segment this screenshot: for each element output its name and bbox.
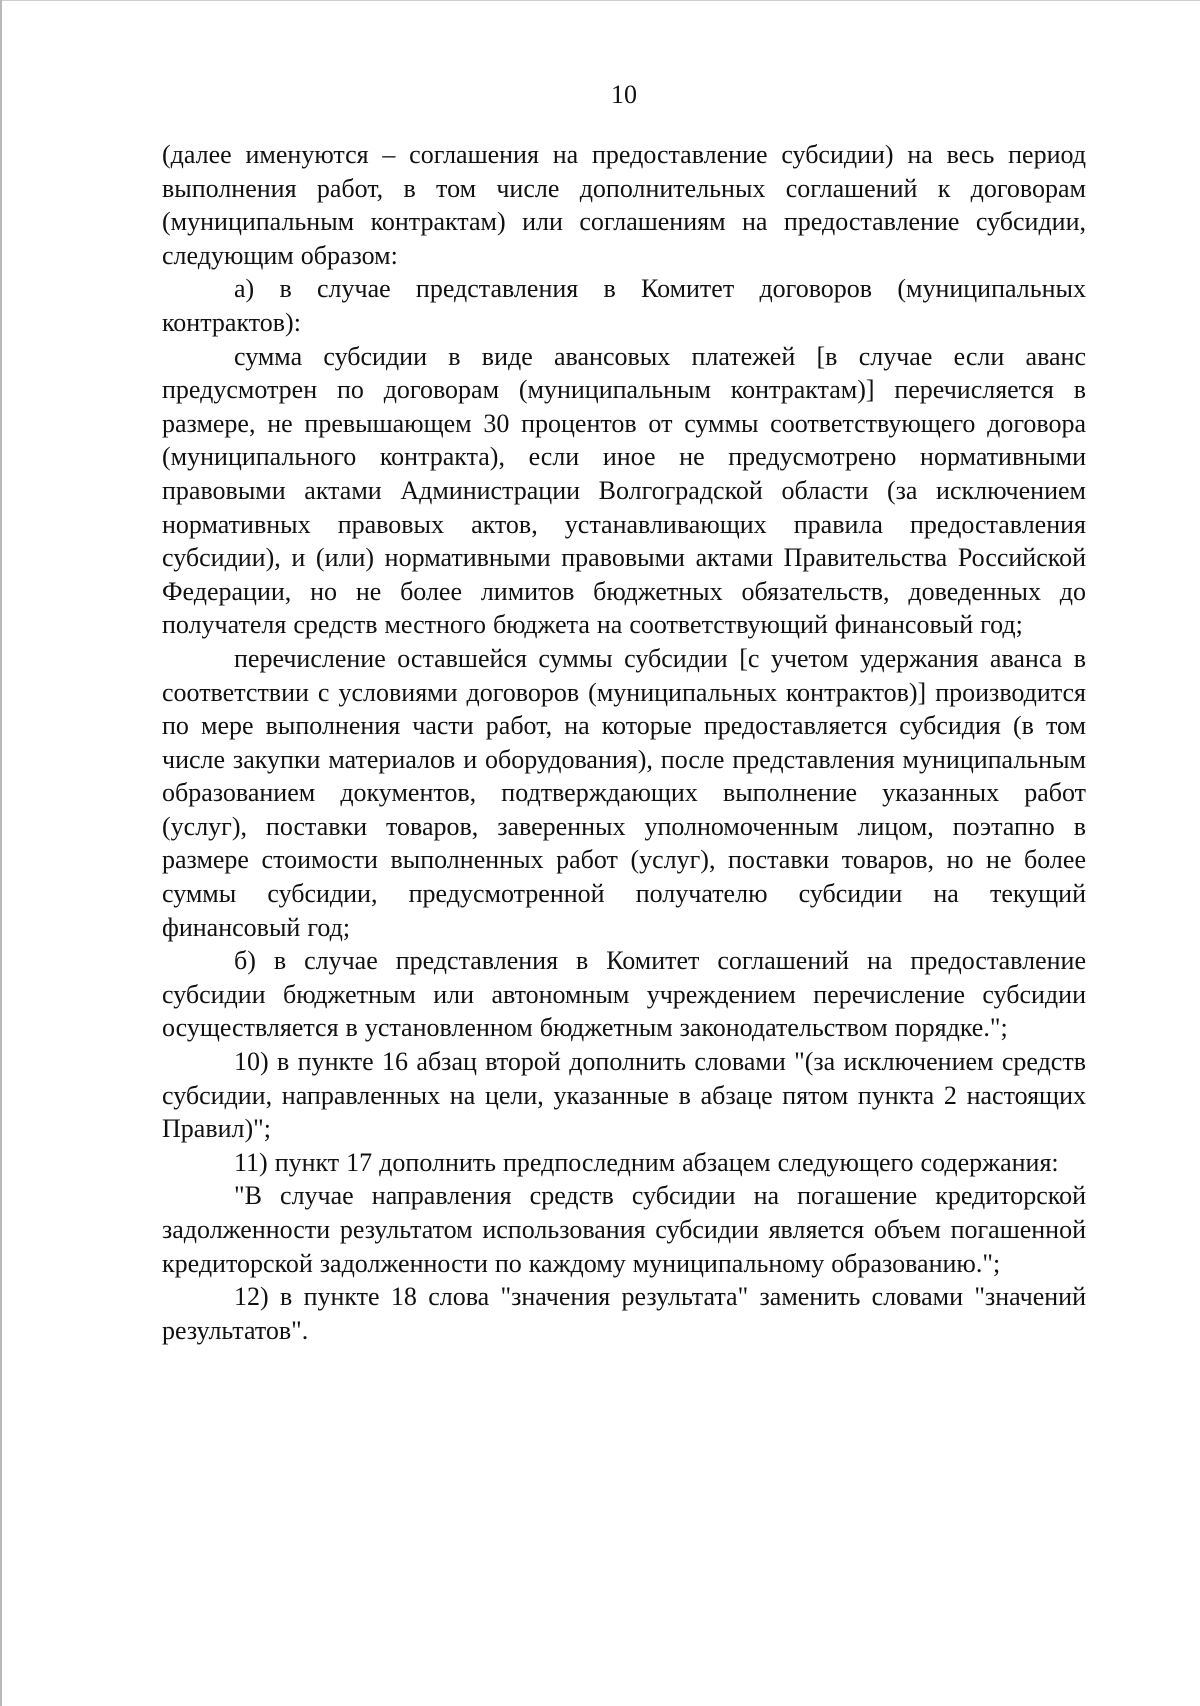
document-page [162, 80, 1086, 1347]
paragraph-item-a: а) в случае представления в Комитет договоров (муниципальных контрактов): [162, 274, 1086, 337]
page-number: 10 [611, 80, 637, 109]
paragraph-item-b: б) в случае представления в Комитет соглашений на предоставление субсидии бюджетным или автономным учреждением перечисление субсидии осуществляется в установленном бюджетным законодательством порядке."; [162, 946, 1086, 1043]
scan-edge-left [0, 0, 2, 1706]
paragraph-remaining-sum: перечисление оставшейся суммы субсидии [с учетом удержания аванса в соответствии с условиями договоров (муниципальных контрактов)] производится по мере выполнения части работ, на которые предоставляется субсидия (в том числе закупки материалов и оборудования), после представления муниципальным образованием документов, подтверждающих выполнение указанных работ (услуг), поставки товаров, заверенных уполномоченным лицом, поэтапно в размере стоимости выполненных работ (услуг), поставки товаров, но не более суммы субсидии, предусмотренной получателю субсидии на текущий финансовый год; [162, 643, 1086, 942]
paragraph-item-10: 10) в пункте 16 абзац второй дополнить словами "(за исключением средств субсидии, направленных на цели, указанные в абзаце пятом пункта 2 настоящих Правил)"; [162, 1047, 1086, 1144]
scan-edge-top [0, 0, 1200, 1]
paragraph-continuation: (далее именуются – соглашения на предоставление субсидии) на весь период выполнения работ, в том числе дополнительных соглашений к договорам (муниципальным контрактам) или соглашениям на предоставление субсидии, следующим образом: [162, 140, 1086, 270]
paragraph-quoted-addition: "В случае направления средств субсидии на погашение кредиторской задолженности результатом использования субсидии является объем погашенной кредиторской задолженности по каждому муниципальному образованию."; [162, 1181, 1086, 1278]
paragraph-item-11: 11) пункт 17 дополнить предпоследним абзацем следующего содержания: [234, 1147, 1059, 1177]
paragraph-advance-payment: сумма субсидии в виде авансовых платежей [в случае если аванс предусмотрен по договорам (муниципальным контрактам)] перечисляется в размере, не превышающем 30 процентов от суммы соответствующего договора (муниципального контракта), если иное не предусмотрено нормативными правовыми актами Администрации Волгоградской области (за исключением нормативных правовых актов, устанавливающих правила предоставления субсидии), и (или) нормативными правовыми актами Правительства Российской Федерации, но не более лимитов бюджетных обязательств, доведенных до получателя средств местного бюджета на соответствующий финансовый год; [162, 341, 1086, 640]
paragraph-item-12: 12) в пункте 18 слова "значения результата" заменить словами "значений результатов". [162, 1282, 1086, 1345]
